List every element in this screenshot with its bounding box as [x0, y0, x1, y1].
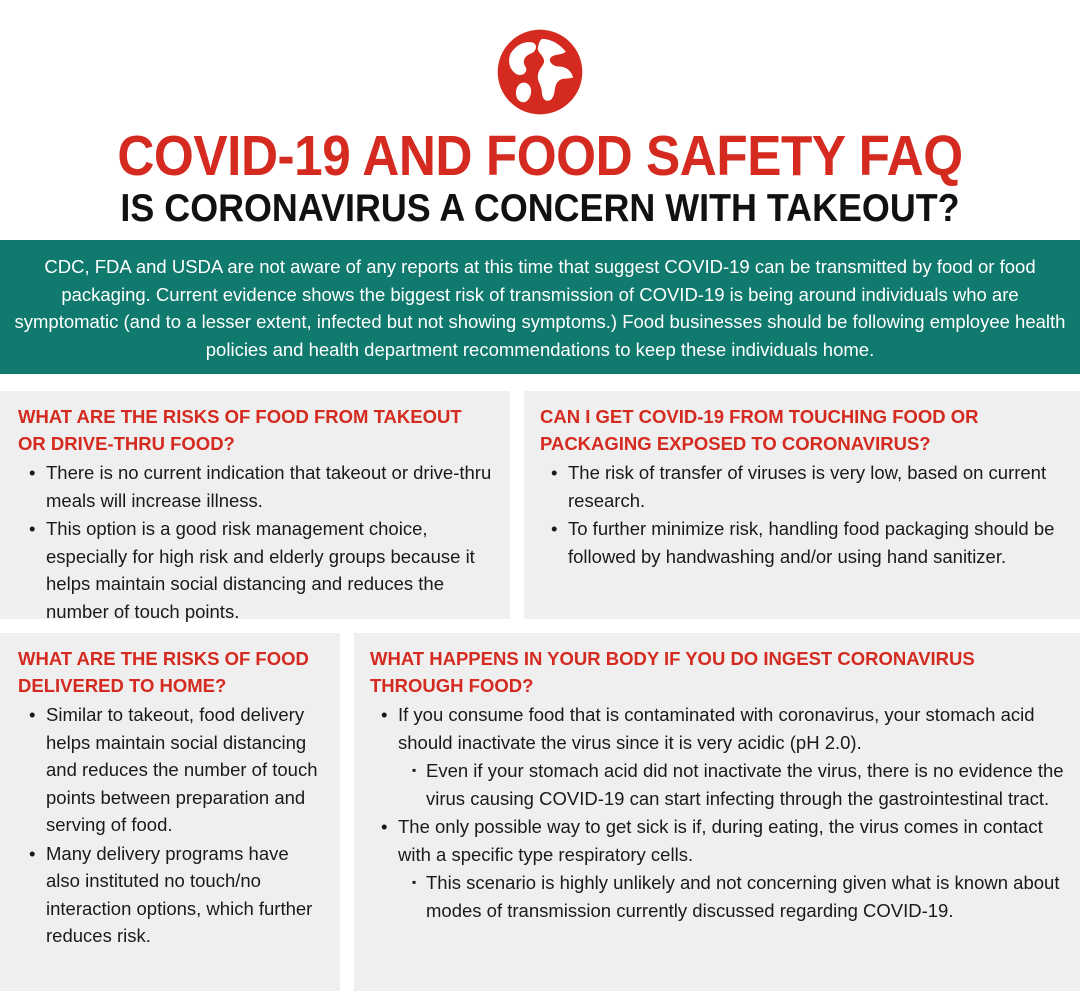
sub-list-item: ▪ Even if your stomach acid did not inactivate the virus, there is no evidence the virus causing COVID-19 can start infecting through the gastrointestinal tract.: [426, 757, 1064, 812]
list-item: • The only possible way to get sick is if, during eating, the virus comes in contact with a specific type respiratory cells.: [398, 813, 1064, 868]
list-item: • This option is a good risk management choice, especially for high risk and elderly groups because it helps maintain social distancing and reduces the number of touch points.: [46, 515, 492, 625]
list-item: • The risk of transfer of viruses is very low, based on current research.: [568, 459, 1064, 514]
faq-answer-list: [540, 459, 1064, 570]
faq-ingest-panel: [354, 633, 1080, 991]
globe-icon: [494, 26, 586, 118]
page-title: COVID-19 AND FOOD SAFETY FAQ: [117, 124, 963, 188]
faq-answer-list: [370, 813, 1064, 868]
list-item: • If you consume food that is contaminated with coronavirus, your stomach acid should inactivate the virus since it is very acidic (pH 2.0).: [398, 701, 1064, 756]
faq-sub-list: [370, 757, 1064, 812]
list-item: • There is no current indication that takeout or drive-thru meals will increase illness.: [46, 459, 492, 514]
list-item: • Similar to takeout, food delivery helps maintain social distancing and reduces the number of touch points between preparation and serving of food.: [46, 701, 322, 839]
page-subtitle: IS CORONAVIRUS A CONCERN WITH TAKEOUT?: [120, 187, 960, 230]
faq-sub-list: [370, 869, 1064, 924]
list-item: • Many delivery programs have also instituted no touch/no interaction options, which further reduces risk.: [46, 840, 322, 950]
intro-banner: [0, 240, 1080, 374]
sub-list-item: ▪ This scenario is highly unlikely and not concerning given what is known about modes of transmission currently discussed regarding COVID-19.: [426, 869, 1064, 924]
intro-banner-text: CDC, FDA and USDA are not aware of any reports at this time that suggest COVID-19 can be transmitted by food or food packaging. Current evidence shows the biggest risk of transmission of COVID-19 is being around individuals who are symptomatic (and to a lesser extent, infected but not showing symptoms.) Food businesses should be following employee health policies and health department recommendations to keep these individuals home.: [14, 256, 1066, 360]
faq-answer-list: [18, 701, 322, 950]
faq-takeout-panel: [0, 391, 510, 622]
faq-packaging-panel: [524, 391, 1080, 619]
faq-answer-list: [18, 459, 492, 625]
faq-question: WHAT ARE THE RISKS OF FOOD FROM TAKEOUT OR DRIVE-THRU FOOD?: [18, 406, 462, 454]
faq-question: WHAT HAPPENS IN YOUR BODY IF YOU DO INGEST CORONAVIRUS THROUGH FOOD?: [370, 648, 975, 696]
faq-answer-list: [370, 701, 1064, 756]
list-item: • To further minimize risk, handling food packaging should be followed by handwashing and/or using hand sanitizer.: [568, 515, 1064, 570]
faq-delivery-panel: [0, 633, 340, 991]
faq-question: CAN I GET COVID-19 FROM TOUCHING FOOD OR PACKAGING EXPOSED TO CORONAVIRUS?: [540, 406, 979, 454]
faq-question: WHAT ARE THE RISKS OF FOOD DELIVERED TO HOME?: [18, 648, 309, 696]
